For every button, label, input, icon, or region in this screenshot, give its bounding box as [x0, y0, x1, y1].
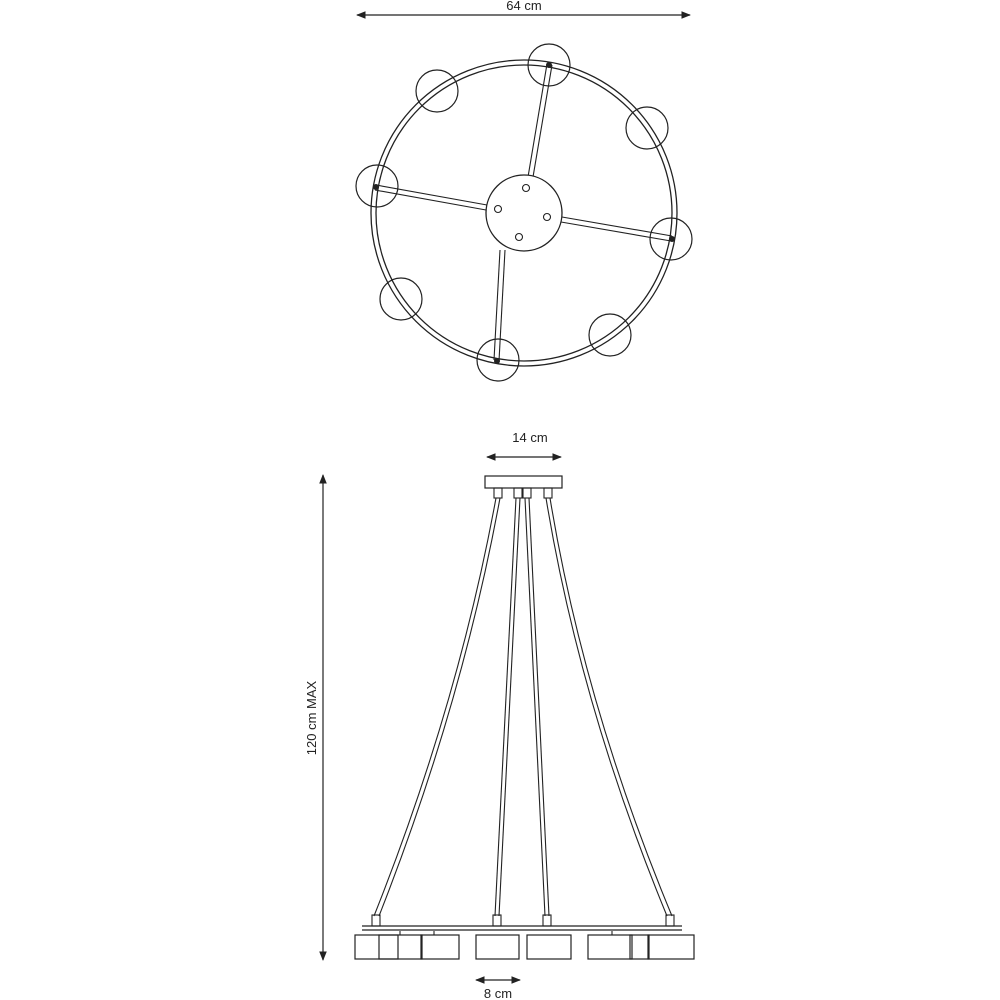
ring-side — [362, 926, 682, 930]
shade-bottom-right — [589, 314, 631, 356]
shade-dimension-label: 8 cm — [483, 986, 513, 1000]
shade-side — [648, 935, 694, 959]
shade-side — [588, 935, 632, 959]
shade-top-right — [626, 107, 668, 149]
top-view — [356, 0, 692, 381]
width-dimension-label: 64 cm — [506, 0, 542, 13]
shade-side — [379, 935, 422, 959]
shade-side — [355, 935, 398, 959]
canopy-side — [485, 476, 562, 498]
canopy-top-view — [486, 175, 562, 251]
shades-side — [355, 931, 694, 959]
width-dimension — [357, 0, 690, 15]
canopy-dimension-label: 14 cm — [512, 430, 548, 445]
height-dimension — [304, 475, 323, 960]
cables — [374, 498, 672, 916]
height-dimension-label: 120 cm MAX — [304, 680, 319, 756]
shade-side — [630, 935, 649, 959]
shade-side — [527, 935, 571, 959]
cable-clamps — [372, 915, 674, 926]
shade-dimension — [476, 980, 520, 1000]
side-view — [304, 430, 694, 1000]
shade-side — [476, 935, 519, 959]
canopy-dimension — [487, 430, 561, 457]
shade-side — [421, 935, 459, 959]
